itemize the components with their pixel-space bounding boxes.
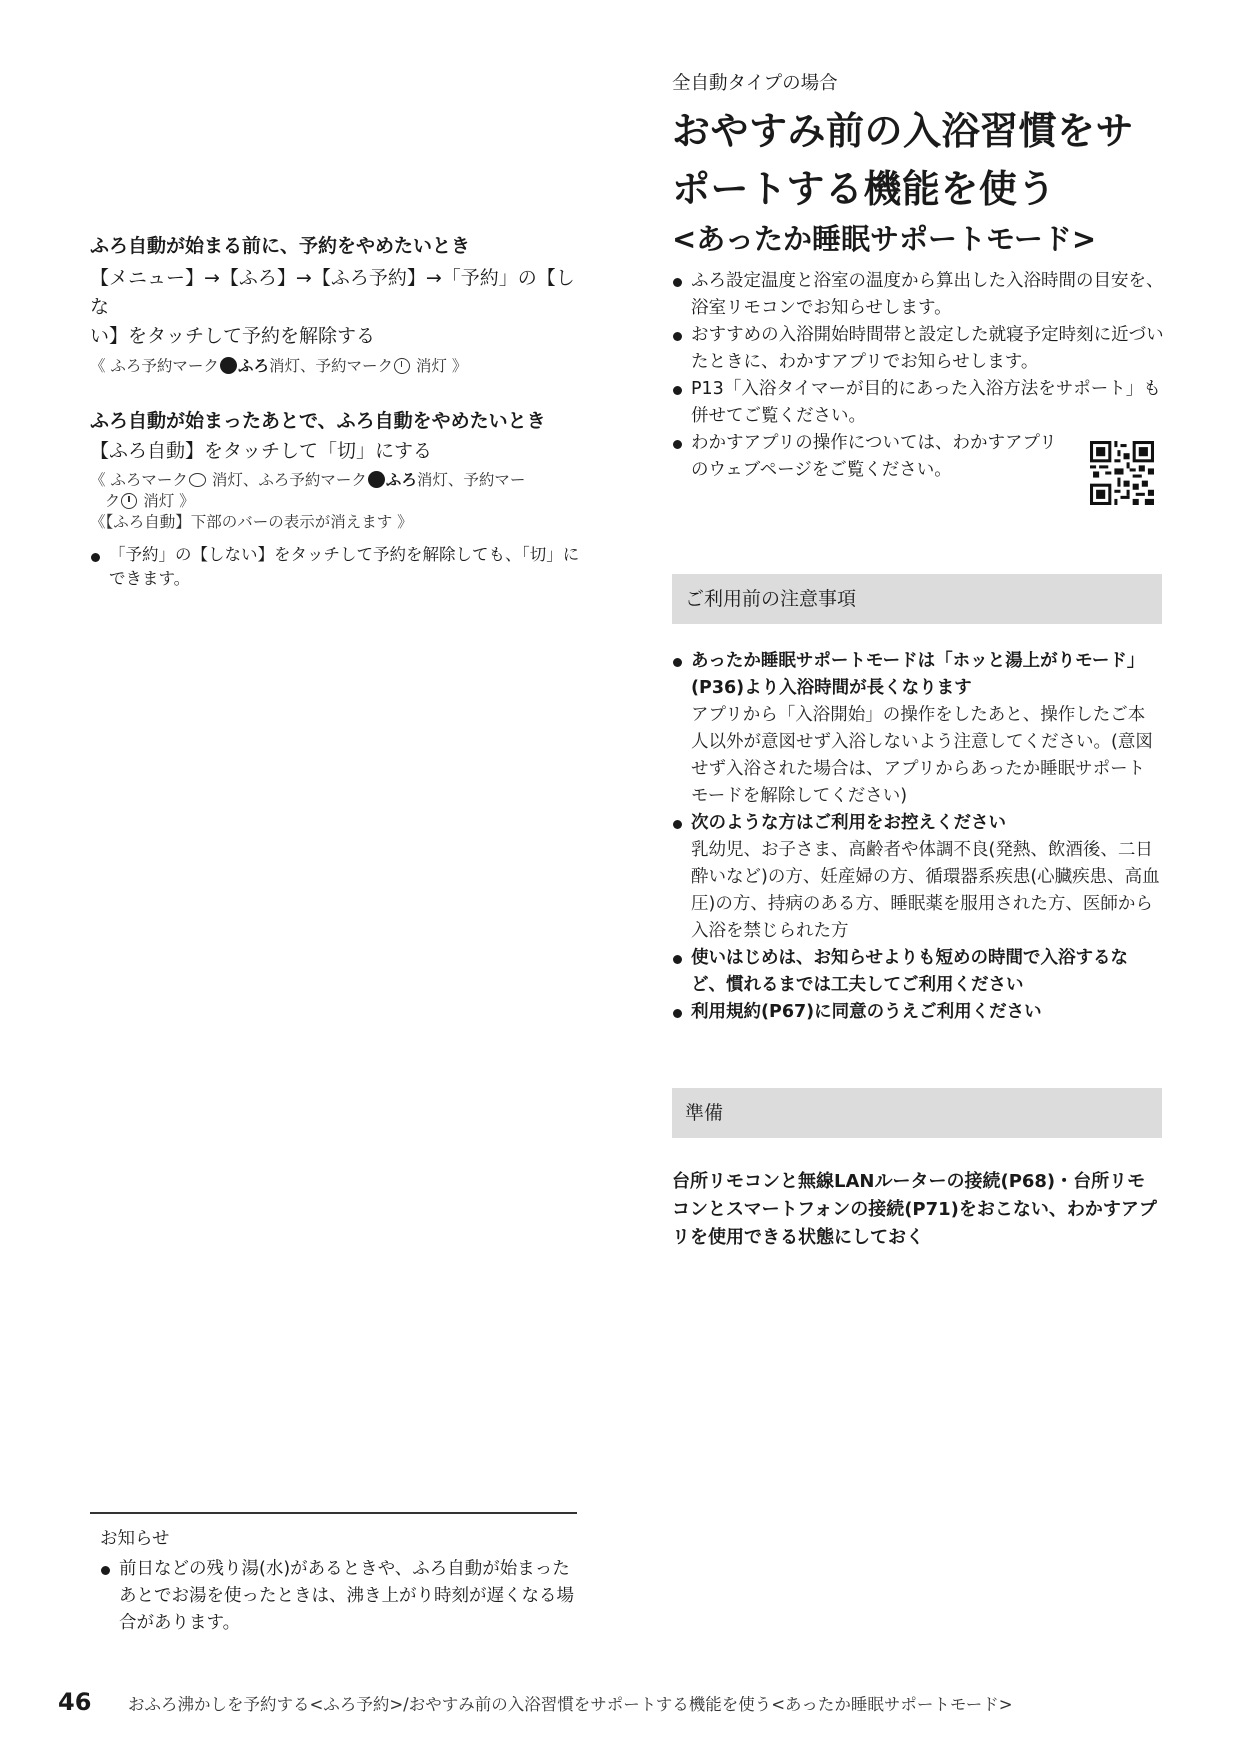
section-header: ご利用前の注意事項 [672, 574, 1162, 624]
main-article [672, 72, 1162, 260]
caution-list [672, 648, 1162, 1026]
list-item: あったか睡眠サポートモードは「ホッと湯上がりモード」(P36)より入浴時間が長くなります アプリから「入浴開始」の操作をしたあと、操作したご本人以外が意図せず入浴しないよう注意してください。(意図せず入浴された場合は、アプリからあったか睡眠サポートモードを解除してください) [672, 648, 1162, 810]
list-item: ふろ設定温度と浴室の温度から算出した入浴時間の目安を、浴室リモコンでお知らせします。 [672, 268, 1167, 322]
list-item: 使いはじめは、お知らせよりも短めの時間で入浴するなど、慣れるまでは工夫してご利用ください [672, 945, 1162, 999]
indicator-note: 《 ふろマーク 消灯、ふろ予約マーク ふろ消灯、予約マー ク 消灯 》 [90, 471, 526, 510]
reservation-mark-icon [220, 357, 237, 374]
bath-mark-icon [189, 473, 206, 487]
page-footer [58, 1688, 1188, 1718]
indicator-note: 《【ふろ自動】下部のバーの表示が消えます 》 [90, 513, 413, 531]
indicator-note: 《 ふろ予約マーク ふろ消灯、予約マーク 消灯 》 [90, 357, 468, 375]
divider [90, 1512, 577, 1514]
list-item: おすすめの入浴開始時間帯と設定した就寝予定時刻に近づいたときに、わかすアプリでお知らせします。 [672, 322, 1167, 376]
timer-mark-icon [121, 493, 137, 509]
timer-mark-icon [394, 358, 410, 374]
notice-title: お知らせ [100, 1529, 170, 1549]
caution-section [672, 574, 1162, 1026]
reservation-mark-icon [368, 471, 385, 488]
instruction-line: い】をタッチして予約を解除する [90, 325, 376, 347]
section-cancel-after-start [90, 407, 580, 591]
list-item: 利用規約(P67)に同意のうえご利用ください [672, 999, 1162, 1026]
list-item: P13「入浴タイマーが目的にあった入浴方法をサポート」も併せてご覧ください。 [672, 376, 1167, 430]
page-subtitle: <あったか睡眠サポートモード> [672, 222, 1097, 256]
page-number: 46 [58, 1688, 92, 1716]
section-heading: ふろ自動が始まる前に、予約をやめたいとき [90, 235, 471, 257]
section-header: 準備 [672, 1088, 1162, 1138]
list-item: 次のような方はご利用をお控えください 乳幼児、お子さま、高齢者や体調不良(発熱、飲酒後、二日酔いなど)の方、妊産婦の方、循環器系疾患(心臓疾患、高血圧)の方、持病のある方、睡眠薬を服用された方、医師から入浴を禁じられた方 [672, 810, 1162, 945]
page-title: おやすみ前の入浴習慣をサ ポートする機能を使う [672, 109, 1135, 211]
prep-text: 台所リモコンと無線LANルーターの接続(P68)・台所リモコンとスマートフォンの接続(P71)をおこない、わかすアプリを使用できる状態にしておく [672, 1171, 1157, 1248]
section-cancel-before-start [90, 232, 580, 377]
prep-section [672, 1088, 1162, 1252]
instruction-line: 【メニュー】→【ふろ】→【ふろ予約】→「予約」の【しな [90, 267, 575, 318]
notice-box [100, 1526, 580, 1637]
qr-code-icon [1090, 441, 1154, 505]
instruction-line: 【ふろ自動】をタッチして「切」にする [90, 440, 433, 462]
list-item: 前日などの残り湯(水)があるときや、ふろ自動が始まったあとでお湯を使ったときは、沸き上がり時刻が遅くなる場合があります。 [100, 1556, 580, 1637]
list-item: 「予約」の【しない】をタッチして予約を解除しても、「切」にできます。 [90, 543, 589, 591]
running-footer-text: おふろ沸かしを予約する<ふろ予約>/おやすみ前の入浴習慣をサポートする機能を使う<あったか睡眠サポートモード> [128, 1695, 1013, 1714]
section-heading: ふろ自動が始まったあとで、ふろ自動をやめたいとき [90, 410, 546, 432]
eyebrow: 全自動タイプの場合 [672, 73, 838, 94]
list-item: わかすアプリの操作については、わかすアプリのウェブページをご覧ください。 [672, 430, 1061, 484]
